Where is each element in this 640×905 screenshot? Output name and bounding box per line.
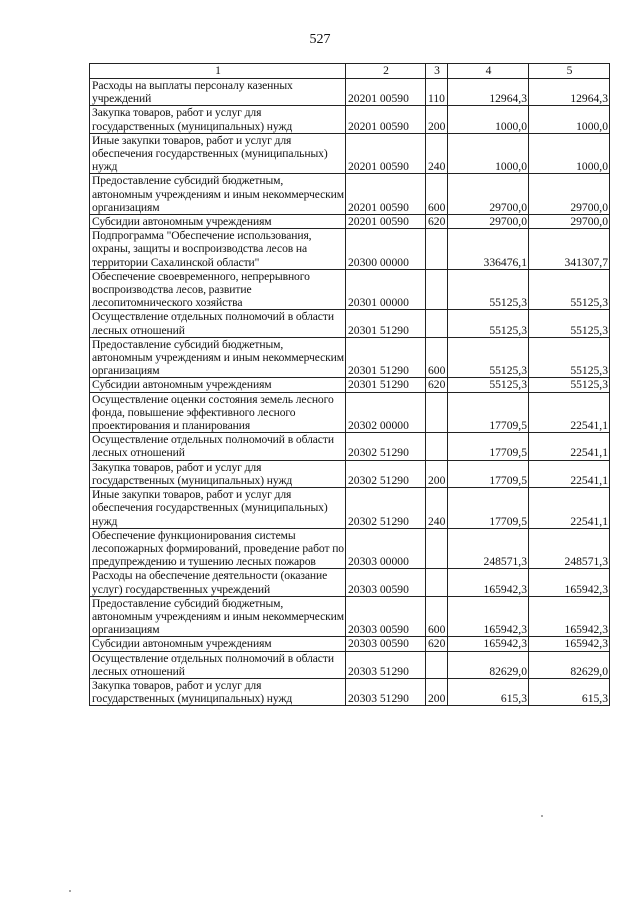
table-row bbox=[90, 337, 610, 378]
table-row bbox=[90, 569, 610, 596]
row-amount-4-cell: 17709,5 bbox=[448, 460, 529, 487]
row-name-cell: Субсидии автономным учреждениям bbox=[90, 637, 346, 651]
column-header-amount-5: 5 bbox=[529, 64, 610, 79]
table-row bbox=[90, 133, 610, 174]
row-amount-5-cell: 248571,3 bbox=[529, 528, 610, 569]
row-code-cell: 20301 51290 bbox=[346, 310, 426, 337]
row-expense-type-cell: 600 bbox=[426, 596, 448, 637]
row-amount-4-cell: 17709,5 bbox=[448, 488, 529, 529]
column-header-type: 3 bbox=[426, 64, 448, 79]
row-amount-5-cell: 55125,3 bbox=[529, 269, 610, 310]
table-header-row bbox=[90, 64, 610, 79]
row-amount-5-cell: 165942,3 bbox=[529, 596, 610, 637]
row-expense-type-cell: 200 bbox=[426, 460, 448, 487]
row-name-cell: Осуществление отдельных полномочий в области лесных отношений bbox=[90, 310, 346, 337]
row-amount-4-cell: 55125,3 bbox=[448, 310, 529, 337]
row-name-cell: Закупка товаров, работ и услуг для государственных (муниципальных) нужд bbox=[90, 678, 346, 705]
row-amount-5-cell: 165942,3 bbox=[529, 569, 610, 596]
table-row bbox=[90, 651, 610, 678]
table-row bbox=[90, 637, 610, 651]
table-row bbox=[90, 460, 610, 487]
row-amount-5-cell: 1000,0 bbox=[529, 106, 610, 133]
row-amount-4-cell: 1000,0 bbox=[448, 133, 529, 174]
row-expense-type-cell bbox=[426, 269, 448, 310]
row-amount-5-cell: 165942,3 bbox=[529, 637, 610, 651]
row-expense-type-cell bbox=[426, 528, 448, 569]
table-row bbox=[90, 215, 610, 229]
table-row bbox=[90, 106, 610, 133]
row-code-cell: 20303 51290 bbox=[346, 678, 426, 705]
row-code-cell: 20303 00000 bbox=[346, 528, 426, 569]
row-code-cell: 20201 00590 bbox=[346, 215, 426, 229]
row-code-cell: 20301 00000 bbox=[346, 269, 426, 310]
row-name-cell: Расходы на обеспечение деятельности (оказание услуг) государственных учреждений bbox=[90, 569, 346, 596]
row-amount-5-cell: 1000,0 bbox=[529, 133, 610, 174]
row-expense-type-cell bbox=[426, 433, 448, 460]
row-amount-5-cell: 55125,3 bbox=[529, 310, 610, 337]
column-header-code: 2 bbox=[346, 64, 426, 79]
row-name-cell: Предоставление субсидий бюджетным, автономным учреждениям и иным некоммерческим организациям bbox=[90, 337, 346, 378]
row-amount-4-cell: 55125,3 bbox=[448, 378, 529, 392]
row-amount-5-cell: 29700,0 bbox=[529, 174, 610, 215]
row-amount-4-cell: 615,3 bbox=[448, 678, 529, 705]
page-number: 527 bbox=[309, 32, 331, 47]
row-code-cell: 20303 51290 bbox=[346, 651, 426, 678]
row-code-cell: 20303 00590 bbox=[346, 637, 426, 651]
row-expense-type-cell bbox=[426, 569, 448, 596]
row-name-cell: Закупка товаров, работ и услуг для государственных (муниципальных) нужд bbox=[90, 460, 346, 487]
row-amount-4-cell: 82629,0 bbox=[448, 651, 529, 678]
row-code-cell: 20302 51290 bbox=[346, 460, 426, 487]
row-amount-5-cell: 22541,1 bbox=[529, 433, 610, 460]
row-code-cell: 20302 00000 bbox=[346, 392, 426, 433]
row-name-cell: Закупка товаров, работ и услуг для государственных (муниципальных) нужд bbox=[90, 106, 346, 133]
row-amount-5-cell: 55125,3 bbox=[529, 378, 610, 392]
table-row bbox=[90, 229, 610, 270]
table-row bbox=[90, 378, 610, 392]
row-amount-4-cell: 12964,3 bbox=[448, 79, 529, 106]
row-amount-4-cell: 1000,0 bbox=[448, 106, 529, 133]
row-amount-5-cell: 341307,7 bbox=[529, 229, 610, 270]
row-code-cell: 20301 51290 bbox=[346, 337, 426, 378]
row-name-cell: Субсидии автономным учреждениям bbox=[90, 215, 346, 229]
row-code-cell: 20303 00590 bbox=[346, 596, 426, 637]
column-header-amount-4: 4 bbox=[448, 64, 529, 79]
row-name-cell: Осуществление оценки состояния земель лесного фонда, повышение эффективного лесного проектирования и планирования bbox=[90, 392, 346, 433]
row-code-cell: 20201 00590 bbox=[346, 174, 426, 215]
row-amount-4-cell: 55125,3 bbox=[448, 269, 529, 310]
row-code-cell: 20303 00590 bbox=[346, 569, 426, 596]
row-expense-type-cell: 600 bbox=[426, 337, 448, 378]
table-row bbox=[90, 528, 610, 569]
row-expense-type-cell: 620 bbox=[426, 378, 448, 392]
scan-speck bbox=[541, 815, 543, 817]
row-expense-type-cell: 620 bbox=[426, 215, 448, 229]
row-amount-5-cell: 29700,0 bbox=[529, 215, 610, 229]
row-expense-type-cell: 600 bbox=[426, 174, 448, 215]
column-header-name: 1 bbox=[90, 64, 346, 79]
row-name-cell: Осуществление отдельных полномочий в области лесных отношений bbox=[90, 433, 346, 460]
row-expense-type-cell: 240 bbox=[426, 133, 448, 174]
row-amount-5-cell: 22541,1 bbox=[529, 488, 610, 529]
row-code-cell: 20201 00590 bbox=[346, 133, 426, 174]
row-name-cell: Предоставление субсидий бюджетным, автономным учреждениям и иным некоммерческим организациям bbox=[90, 596, 346, 637]
table-row bbox=[90, 678, 610, 705]
table-row bbox=[90, 596, 610, 637]
row-amount-4-cell: 29700,0 bbox=[448, 174, 529, 215]
scan-speck bbox=[69, 890, 71, 892]
budget-table bbox=[89, 63, 610, 706]
row-amount-5-cell: 55125,3 bbox=[529, 337, 610, 378]
row-expense-type-cell bbox=[426, 651, 448, 678]
table-row bbox=[90, 310, 610, 337]
table-row bbox=[90, 269, 610, 310]
row-amount-4-cell: 17709,5 bbox=[448, 433, 529, 460]
row-amount-4-cell: 336476,1 bbox=[448, 229, 529, 270]
row-expense-type-cell: 240 bbox=[426, 488, 448, 529]
row-amount-5-cell: 82629,0 bbox=[529, 651, 610, 678]
table-row bbox=[90, 392, 610, 433]
row-expense-type-cell: 110 bbox=[426, 79, 448, 106]
row-amount-4-cell: 55125,3 bbox=[448, 337, 529, 378]
table-row bbox=[90, 488, 610, 529]
row-expense-type-cell: 200 bbox=[426, 106, 448, 133]
row-amount-5-cell: 12964,3 bbox=[529, 79, 610, 106]
row-code-cell: 20302 51290 bbox=[346, 488, 426, 529]
table-row bbox=[90, 174, 610, 215]
row-code-cell: 20201 00590 bbox=[346, 79, 426, 106]
row-amount-4-cell: 29700,0 bbox=[448, 215, 529, 229]
row-expense-type-cell bbox=[426, 392, 448, 433]
row-code-cell: 20301 51290 bbox=[346, 378, 426, 392]
row-code-cell: 20302 51290 bbox=[346, 433, 426, 460]
row-name-cell: Обеспечение своевременного, непрерывного воспроизводства лесов, развитие лесопитомнического хозяйства bbox=[90, 269, 346, 310]
table-row bbox=[90, 433, 610, 460]
row-amount-4-cell: 165942,3 bbox=[448, 637, 529, 651]
row-amount-4-cell: 17709,5 bbox=[448, 392, 529, 433]
row-amount-4-cell: 248571,3 bbox=[448, 528, 529, 569]
row-amount-5-cell: 615,3 bbox=[529, 678, 610, 705]
row-name-cell: Подпрограмма "Обеспечение использования, охраны, защиты и воспроизводства лесов на территории Сахалинской области" bbox=[90, 229, 346, 270]
row-amount-4-cell: 165942,3 bbox=[448, 596, 529, 637]
row-name-cell: Субсидии автономным учреждениям bbox=[90, 378, 346, 392]
table-row bbox=[90, 79, 610, 106]
row-amount-5-cell: 22541,1 bbox=[529, 392, 610, 433]
row-code-cell: 20201 00590 bbox=[346, 106, 426, 133]
row-name-cell: Осуществление отдельных полномочий в области лесных отношений bbox=[90, 651, 346, 678]
row-amount-4-cell: 165942,3 bbox=[448, 569, 529, 596]
row-name-cell: Расходы на выплаты персоналу казенных учреждений bbox=[90, 79, 346, 106]
row-name-cell: Иные закупки товаров, работ и услуг для обеспечения государственных (муниципальных) нужд bbox=[90, 133, 346, 174]
row-name-cell: Обеспечение функционирования системы лесопожарных формирований, проведение работ по предупреждению и тушению лесных пожаров bbox=[90, 528, 346, 569]
row-expense-type-cell bbox=[426, 310, 448, 337]
row-amount-5-cell: 22541,1 bbox=[529, 460, 610, 487]
row-name-cell: Иные закупки товаров, работ и услуг для обеспечения государственных (муниципальных) нужд bbox=[90, 488, 346, 529]
row-name-cell: Предоставление субсидий бюджетным, автономным учреждениям и иным некоммерческим организациям bbox=[90, 174, 346, 215]
row-expense-type-cell: 620 bbox=[426, 637, 448, 651]
row-expense-type-cell bbox=[426, 229, 448, 270]
row-code-cell: 20300 00000 bbox=[346, 229, 426, 270]
row-expense-type-cell: 200 bbox=[426, 678, 448, 705]
